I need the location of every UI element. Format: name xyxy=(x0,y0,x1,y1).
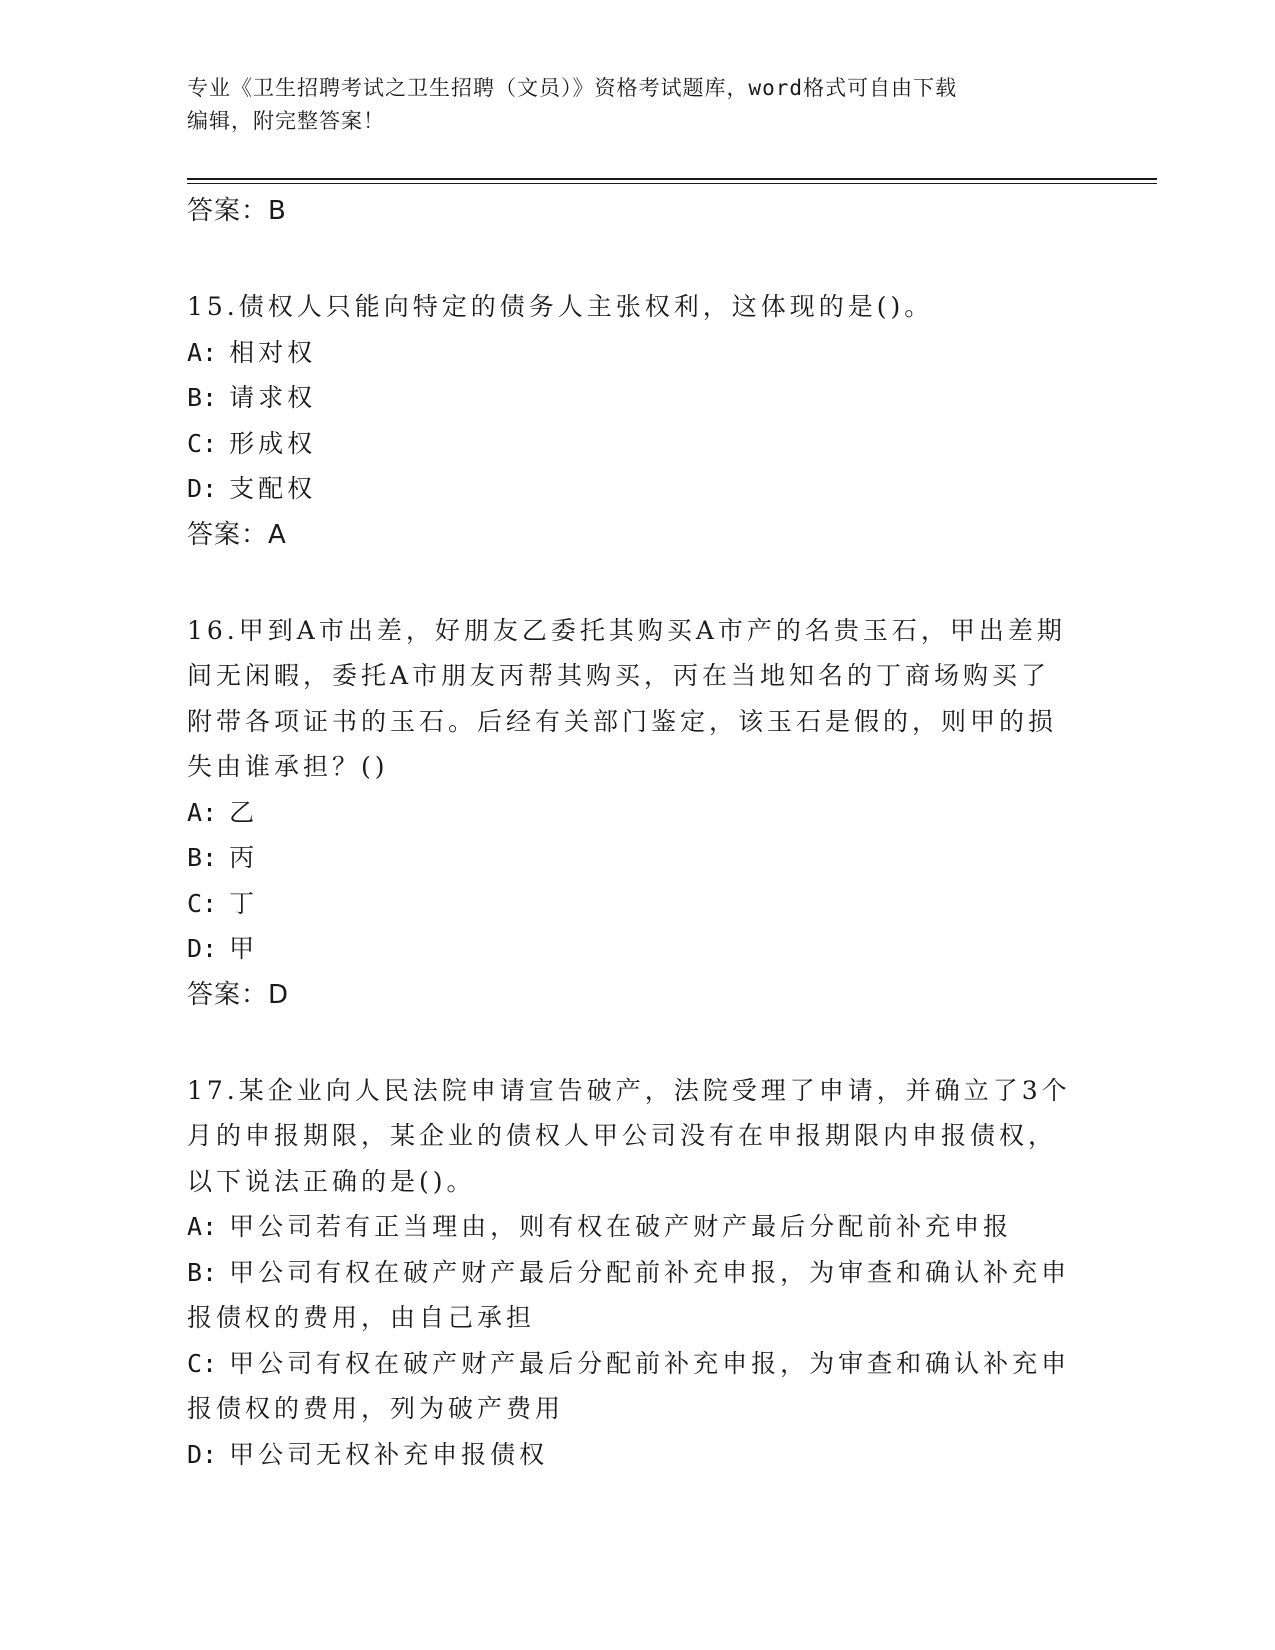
header-rule-thin xyxy=(187,183,1157,184)
question-16-line: 16.甲到A市出差，好朋友乙委托其购买A市产的名贵玉石，甲出差期 xyxy=(187,615,1066,645)
option-key: B: xyxy=(187,383,218,412)
option-text: 支配权 xyxy=(229,474,317,503)
answer-15: 答案：A xyxy=(187,519,287,550)
option-key: D: xyxy=(187,1439,218,1469)
header-line-1: 专业《卫生招聘考试之卫生招聘（文员）》资格考试题库，word格式可自由下载 xyxy=(187,76,958,100)
q15-option-d xyxy=(187,466,1087,512)
option-key: B: xyxy=(187,1257,218,1287)
option-key: C: xyxy=(187,428,218,458)
option-text: 甲公司有权在破产财产最后分配前补充申报，为审查和确认补充申 xyxy=(229,1348,1071,1378)
option-key: A: xyxy=(187,1212,218,1241)
option-key: B: xyxy=(187,843,218,872)
option-key: D: xyxy=(187,934,218,963)
option-text: 甲公司无权补充申报债权 xyxy=(229,1439,549,1469)
question-15 xyxy=(187,284,1087,512)
header-rule-thick xyxy=(187,178,1157,180)
option-key: A: xyxy=(187,337,218,367)
option-text: 甲 xyxy=(229,934,259,963)
option-text: 乙 xyxy=(229,797,259,827)
question-15-text: 15.债权人只能向特定的债务人主张权利，这体现的是()。 xyxy=(187,292,934,321)
q17-option-d xyxy=(187,1432,1087,1478)
question-17-line: 17.某企业向人民法院申请宣告破产，法院受理了申请，并确立了3个 xyxy=(187,1075,1071,1105)
q17-option-c xyxy=(187,1341,1087,1387)
q17-option-a xyxy=(187,1204,1087,1250)
option-text: 形成权 xyxy=(229,428,317,458)
answer-16: 答案：D xyxy=(187,979,290,1010)
question-16-line: 失由谁承担？() xyxy=(187,752,389,781)
question-16 xyxy=(187,608,1087,972)
q16-option-d xyxy=(187,926,1087,972)
option-text: 丙 xyxy=(229,843,259,872)
question-16-line: 间无闲暇，委托A市朋友丙帮其购买，丙在当地知名的丁商场购买了 xyxy=(187,661,1051,690)
q16-option-c xyxy=(187,881,1087,927)
option-key: A: xyxy=(187,797,218,827)
question-17-line: 以下说法正确的是()。 xyxy=(187,1166,476,1196)
option-text: 相对权 xyxy=(229,337,317,367)
q17-option-b xyxy=(187,1250,1087,1296)
header-line-2: 编辑，附完整答案！ xyxy=(187,109,385,133)
document-body xyxy=(187,188,1087,1477)
question-16-line: 附带各项证书的玉石。后经有关部门鉴定，该玉石是假的，则甲的损 xyxy=(187,706,1058,736)
q17-option-b-cont: 报债权的费用，由自己承担 xyxy=(187,1303,536,1332)
q15-option-c xyxy=(187,421,1087,467)
question-17 xyxy=(187,1068,1087,1478)
document-header xyxy=(187,72,1067,138)
option-text: 甲公司有权在破产财产最后分配前补充申报，为审查和确认补充申 xyxy=(229,1257,1071,1287)
q17-option-c-cont: 报债权的费用，列为破产费用 xyxy=(187,1394,565,1423)
q15-option-b xyxy=(187,375,1087,421)
option-text: 甲公司若有正当理由，则有权在破产财产最后分配前补充申报 xyxy=(229,1212,1013,1241)
question-17-line: 月的申报期限，某企业的债权人甲公司没有在申报期限内申报债权， xyxy=(187,1121,1058,1150)
option-key: D: xyxy=(187,474,218,503)
option-text: 请求权 xyxy=(229,383,317,412)
option-key: C: xyxy=(187,888,218,918)
q15-option-a xyxy=(187,330,1087,376)
answer-14: 答案：B xyxy=(187,196,287,226)
q16-option-a xyxy=(187,790,1087,836)
option-text: 丁 xyxy=(229,888,259,918)
q16-option-b xyxy=(187,835,1087,881)
option-key: C: xyxy=(187,1348,218,1378)
